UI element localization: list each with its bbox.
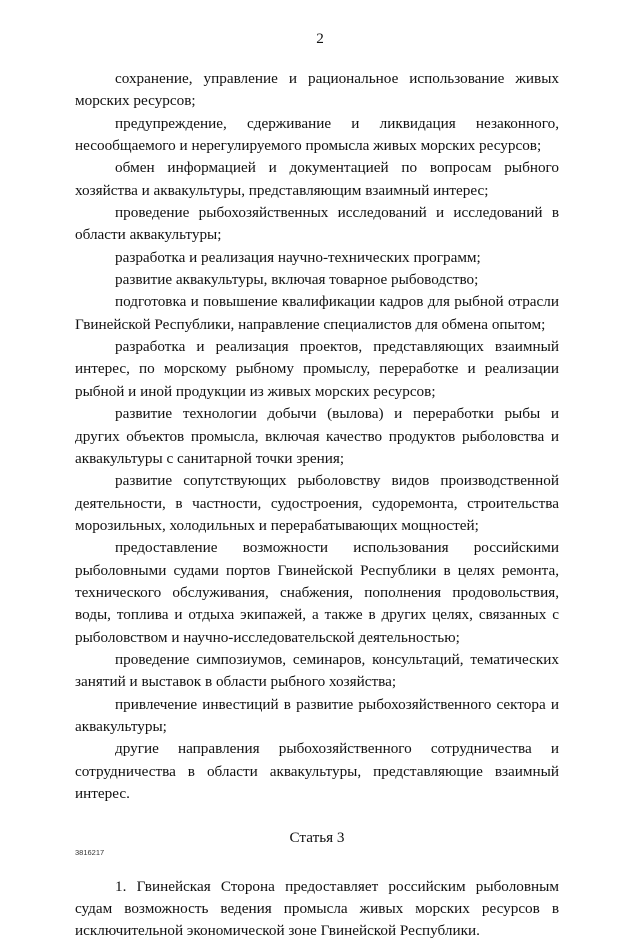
list-item: разработка и реализация проектов, представляющих взаимный интерес, по морскому рыбному промыслу, переработке и реализации рыбной и иной продукции из живых морских ресурсов; — [75, 338, 559, 400]
document-code: 3816217 — [75, 848, 105, 857]
list-item: разработка и реализация научно-технических программ; — [115, 248, 481, 266]
list-item: привлечение инвестиций в развитие рыбохозяйственного сектора и аквакультуры; — [75, 695, 559, 735]
list-item: развитие технологии добычи (вылова) и переработки рыбы и других объектов промысла, включая качество продуктов рыболовства и аквакультуры с санитарной точки зрения; — [75, 405, 559, 467]
article-paragraph: 1. Гвинейская Сторона предоставляет российским рыболовным судам возможность ведения промысла живых морских ресурсов в исключительной экономической зоне Гвинейской Республики. — [75, 877, 559, 940]
list-item: проведение симпозиумов, семинаров, консультаций, тематических занятий и выставок в области рыбного хозяйства; — [75, 650, 559, 691]
document-body — [75, 68, 559, 943]
page-number: 2 — [316, 30, 324, 47]
list-item: предупреждение, сдерживание и ликвидация незаконного, несообщаемого и нерегулируемого промысла живых морских ресурсов; — [75, 114, 559, 155]
list-item: обмен информацией и документацией по вопросам рыбного хозяйства и аквакультуры, представляющим взаимный интерес; — [75, 159, 559, 199]
list-item: сохранение, управление и рациональное использование живых морских ресурсов; — [75, 70, 559, 110]
list-item: развитие аквакультуры, включая товарное рыбоводство; — [115, 271, 479, 289]
list-item: подготовка и повышение квалификации кадров для рыбной отрасли Гвинейской Республики, направление специалистов для обмена опытом; — [75, 293, 559, 333]
list-item: развитие сопутствующих рыболовству видов производственной деятельности, в частности, судостроения, судоремонта, строительства морозильных, холодильных и перерабатывающих мощностей; — [75, 472, 559, 534]
list-item: предоставление возможности использования российскими рыболовными судами портов Гвинейской Республики в целях ремонта, технического обслуживания, снабжения, пополнения продовольствия, воды, топлива и отдыха экипажей, а также в других целях, связанных с рыболовством и научно-исследовательской деятельностью; — [75, 539, 559, 646]
list-item: другие направления рыбохозяйственного сотрудничества и сотрудничества в области аквакультуры, представляющие взаимный интерес. — [75, 740, 559, 802]
list-item: проведение рыбохозяйственных исследований и исследований в области аквакультуры; — [75, 204, 559, 244]
article-heading: Статья 3 — [289, 829, 345, 847]
